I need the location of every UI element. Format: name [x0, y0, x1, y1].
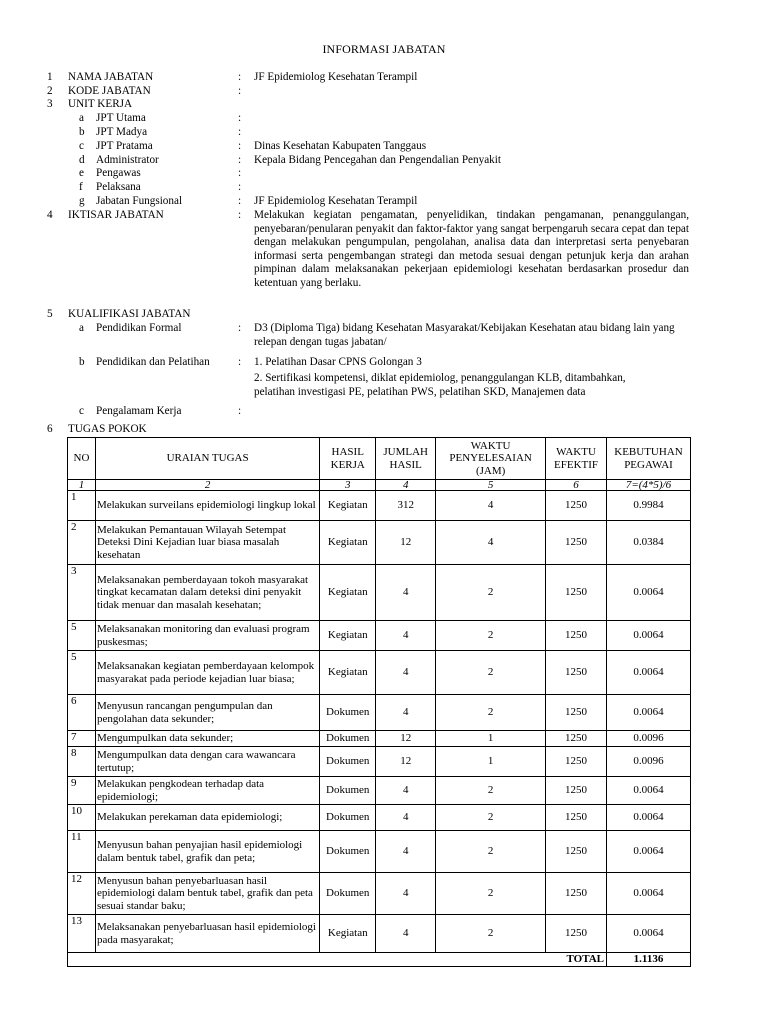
- row-jumlah-hasil: 4: [376, 695, 436, 731]
- row-waktu-penyelesaian: 2: [436, 873, 546, 915]
- row-task: Melakukan perekaman data epidemiologi;: [95, 805, 319, 831]
- table-row: [68, 565, 691, 621]
- row-waktu-penyelesaian: 2: [436, 621, 546, 651]
- table-row: [68, 521, 691, 565]
- colon: :: [238, 85, 242, 97]
- sub-letter: d: [79, 154, 85, 166]
- sub-label: Pelaksana: [96, 181, 141, 193]
- row-kebutuhan-pegawai: 0.0064: [607, 873, 691, 915]
- sub-letter: b: [79, 126, 85, 138]
- pelatihan-item-2: 2. Sertifikasi kompetensi, diklat epidemiolog, penanggulangan KLB, ditambahkan, pelatihan investigasi PE, pelatihan PWS, pelatihan SKD, Manajemen data: [254, 372, 626, 398]
- row-waktu-penyelesaian: 2: [436, 915, 546, 953]
- sub-value: JF Epidemiolog Kesehatan Terampil: [254, 195, 418, 207]
- row-hasil-kerja: Kegiatan: [320, 621, 376, 651]
- row-task: Menyusun bahan penyebarluasan hasil epidemiologi dalam bentuk tabel, grafik dan peta sesuai standar baku;: [95, 873, 319, 915]
- colon: :: [238, 126, 242, 138]
- row-waktu-penyelesaian: 2: [436, 777, 546, 805]
- table-row: [68, 831, 691, 873]
- table-row: [68, 777, 691, 805]
- row-number: 5: [68, 651, 96, 695]
- index-cell: 5: [436, 480, 546, 491]
- row-hasil-kerja: Kegiatan: [320, 915, 376, 953]
- colon: :: [238, 356, 242, 368]
- row-jumlah-hasil: 4: [376, 621, 436, 651]
- row-kebutuhan-pegawai: 0.9984: [607, 491, 691, 521]
- field-label: UNIT KERJA: [68, 98, 133, 110]
- index-cell: 1: [68, 480, 96, 491]
- colon: :: [238, 195, 242, 207]
- field-number: 1: [47, 71, 53, 83]
- row-hasil-kerja: Dokumen: [320, 747, 376, 777]
- row-task: Melakukan pengkodean terhadap data epidemiologi;: [95, 777, 319, 805]
- index-cell: 7=(4*5)/6: [607, 480, 691, 491]
- row-waktu-penyelesaian: 2: [436, 695, 546, 731]
- table-row: [68, 695, 691, 731]
- row-waktu-efektif: 1250: [546, 805, 607, 831]
- table-total-row: [68, 953, 691, 967]
- field-label: KODE JABATAN: [68, 85, 151, 97]
- row-hasil-kerja: Dokumen: [320, 831, 376, 873]
- row-task: Melaksanakan pemberdayaan tokoh masyarakat tingkat kecamatan dalam deteksi dini penyakit tidak menuar dan masalah kesehatan;: [95, 565, 319, 621]
- row-waktu-efektif: 1250: [546, 747, 607, 777]
- row-waktu-efektif: 1250: [546, 651, 607, 695]
- row-hasil-kerja: Kegiatan: [320, 565, 376, 621]
- tugas-pokok-table: [67, 437, 691, 967]
- row-task: Melaksanakan kegiatan pemberdayaan kelompok masyarakat pada periode kejadian luar biasa;: [95, 651, 319, 695]
- pendidikan-formal-value: D3 (Diploma Tiga) bidang Kesehatan Masyarakat/Kebijakan Kesehatan atau bidang lain yang relepan dengan tugas jabatan/: [254, 322, 675, 348]
- sub-label: JPT Madya: [96, 126, 148, 138]
- row-waktu-efektif: 1250: [546, 915, 607, 953]
- row-waktu-penyelesaian: 2: [436, 651, 546, 695]
- sub-letter: b: [79, 356, 85, 368]
- colon: :: [238, 167, 242, 179]
- colon: :: [238, 140, 242, 152]
- field-value: JF Epidemiolog Kesehatan Terampil: [254, 71, 418, 83]
- row-waktu-penyelesaian: 1: [436, 731, 546, 747]
- row-waktu-efektif: 1250: [546, 831, 607, 873]
- table-row: [68, 873, 691, 915]
- index-cell: 4: [376, 480, 436, 491]
- header-waktu-penyelesaian: WAKTU PENYELESAIAN (JAM): [436, 438, 546, 480]
- row-waktu-efektif: 1250: [546, 777, 607, 805]
- row-task: Melakukan Pemantauan Wilayah Setempat Deteksi Dini Kejadian luar biasa masalah kesehatan: [95, 521, 319, 565]
- row-jumlah-hasil: 12: [376, 731, 436, 747]
- row-waktu-penyelesaian: 1: [436, 747, 546, 777]
- colon: :: [238, 112, 242, 124]
- row-hasil-kerja: Kegiatan: [320, 651, 376, 695]
- header-no: NO: [68, 438, 96, 480]
- table-row: [68, 915, 691, 953]
- sub-label: JPT Pratama: [96, 140, 153, 152]
- sub-label: Jabatan Fungsional: [96, 195, 183, 207]
- row-number: 7: [68, 731, 96, 747]
- row-number: 6: [68, 695, 96, 731]
- sub-label: Pengalamam Kerja: [96, 405, 182, 417]
- sub-letter: f: [79, 181, 83, 193]
- row-hasil-kerja: Dokumen: [320, 777, 376, 805]
- row-waktu-efektif: 1250: [546, 873, 607, 915]
- index-cell: 6: [546, 480, 607, 491]
- sub-letter: a: [79, 112, 84, 124]
- row-hasil-kerja: Dokumen: [320, 873, 376, 915]
- row-jumlah-hasil: 12: [376, 521, 436, 565]
- row-kebutuhan-pegawai: 0.0064: [607, 565, 691, 621]
- colon: :: [238, 322, 242, 334]
- header-kebutuhan-pegawai: KEBUTUHAN PEGAWAI: [607, 438, 691, 480]
- index-cell: 3: [320, 480, 376, 491]
- row-number: 9: [68, 777, 96, 805]
- total-value: 1.1136: [607, 953, 691, 967]
- row-hasil-kerja: Dokumen: [320, 805, 376, 831]
- row-number: 1: [68, 491, 96, 521]
- row-number: 13: [68, 915, 96, 953]
- sub-label: Pendidikan dan Pelatihan: [96, 356, 210, 368]
- row-task: Menyusun bahan penyajian hasil epidemiologi dalam bentuk tabel, grafik dan peta;: [95, 831, 319, 873]
- row-waktu-penyelesaian: 2: [436, 805, 546, 831]
- header-uraian-tugas: URAIAN TUGAS: [95, 438, 319, 480]
- table-row: [68, 651, 691, 695]
- row-waktu-efektif: 1250: [546, 621, 607, 651]
- row-waktu-efektif: 1250: [546, 491, 607, 521]
- table-row: [68, 491, 691, 521]
- header-waktu-efektif: WAKTU EFEKTIF: [546, 438, 607, 480]
- sub-label: Administrator: [96, 154, 159, 166]
- row-hasil-kerja: Kegiatan: [320, 491, 376, 521]
- index-cell: 2: [95, 480, 319, 491]
- sub-letter: c: [79, 405, 84, 417]
- field-label: NAMA JABATAN: [68, 71, 154, 83]
- row-waktu-penyelesaian: 2: [436, 565, 546, 621]
- sub-letter: g: [79, 195, 85, 207]
- row-jumlah-hasil: 4: [376, 915, 436, 953]
- table-row: [68, 805, 691, 831]
- row-kebutuhan-pegawai: 0.0064: [607, 621, 691, 651]
- row-waktu-efektif: 1250: [546, 565, 607, 621]
- row-jumlah-hasil: 4: [376, 805, 436, 831]
- row-jumlah-hasil: 4: [376, 565, 436, 621]
- row-jumlah-hasil: 4: [376, 651, 436, 695]
- row-jumlah-hasil: 4: [376, 873, 436, 915]
- row-waktu-efektif: 1250: [546, 695, 607, 731]
- row-kebutuhan-pegawai: 0.0064: [607, 651, 691, 695]
- colon: :: [238, 405, 242, 417]
- iktisar-paragraph: Melakukan kegiatan pengamatan, penyelidikan, tindakan pengamanan, penanggulangan, penyebaran/penularan penyakit dan faktor-faktor yang sangat berpengaruh secara cepat dan tepat dengan melakukan pengumpulan, pengolahan, analisa data dan interpretasi serta penyebaran informasi serta pengembangan strategi dan metoda sesuai dengan petunjuk kerja dan arahan pimpinan dalam melaksanakan pekerjaan epidemiologi kesehatan berdasarkan prosedur dan ketentuan yang berlaku.: [254, 209, 689, 289]
- table-row: [68, 747, 691, 777]
- row-hasil-kerja: Dokumen: [320, 695, 376, 731]
- row-number: 12: [68, 873, 96, 915]
- row-jumlah-hasil: 312: [376, 491, 436, 521]
- sub-label: Pengawas: [96, 167, 141, 179]
- colon: :: [238, 209, 242, 221]
- row-hasil-kerja: Dokumen: [320, 731, 376, 747]
- sub-letter: a: [79, 322, 84, 334]
- row-hasil-kerja: Kegiatan: [320, 521, 376, 565]
- row-waktu-penyelesaian: 2: [436, 831, 546, 873]
- colon: :: [238, 181, 242, 193]
- pelatihan-item-1: 1. Pelatihan Dasar CPNS Golongan 3: [254, 356, 422, 368]
- field-number: 2: [47, 85, 53, 97]
- sub-label: Pendidikan Formal: [96, 322, 182, 334]
- row-number: 5: [68, 621, 96, 651]
- sub-label: JPT Utama: [96, 112, 146, 124]
- field-number: 6: [47, 423, 53, 435]
- row-jumlah-hasil: 4: [376, 777, 436, 805]
- field-number: 5: [47, 308, 53, 320]
- table-row: [68, 731, 691, 747]
- row-number: 10: [68, 805, 96, 831]
- document-title: INFORMASI JABATAN: [322, 42, 446, 56]
- row-jumlah-hasil: 4: [376, 831, 436, 873]
- colon: :: [238, 71, 242, 83]
- row-waktu-penyelesaian: 4: [436, 521, 546, 565]
- total-label: TOTAL: [68, 953, 607, 967]
- field-number: 3: [47, 98, 53, 110]
- row-kebutuhan-pegawai: 0.0064: [607, 777, 691, 805]
- row-kebutuhan-pegawai: 0.0096: [607, 747, 691, 777]
- row-task: Melakukan surveilans epidemiologi lingkup lokal: [95, 491, 319, 521]
- field-label: IKTISAR JABATAN: [68, 209, 164, 221]
- row-kebutuhan-pegawai: 0.0064: [607, 915, 691, 953]
- table-header-row: [68, 438, 691, 480]
- row-task: Mengumpulkan data sekunder;: [95, 731, 319, 747]
- row-kebutuhan-pegawai: 0.0064: [607, 805, 691, 831]
- row-task: Melaksanakan penyebarluasan hasil epidemiologi pada masyarakat;: [95, 915, 319, 953]
- row-waktu-efektif: 1250: [546, 521, 607, 565]
- row-kebutuhan-pegawai: 0.0096: [607, 731, 691, 747]
- header-jumlah-hasil: JUMLAH HASIL: [376, 438, 436, 480]
- sub-value: Kepala Bidang Pencegahan dan Pengendalian Penyakit: [254, 154, 501, 166]
- table-index-row: [68, 480, 691, 491]
- row-kebutuhan-pegawai: 0.0384: [607, 521, 691, 565]
- row-number: 11: [68, 831, 96, 873]
- sub-letter: c: [79, 140, 84, 152]
- row-jumlah-hasil: 12: [376, 747, 436, 777]
- row-task: Menyusun rancangan pengumpulan dan pengolahan data sekunder;: [95, 695, 319, 731]
- field-label: TUGAS POKOK: [68, 423, 147, 435]
- table-row: [68, 621, 691, 651]
- row-waktu-efektif: 1250: [546, 731, 607, 747]
- colon: :: [238, 154, 242, 166]
- sub-value: Dinas Kesehatan Kabupaten Tanggaus: [254, 140, 427, 152]
- row-number: 3: [68, 565, 96, 621]
- row-number: 8: [68, 747, 96, 777]
- row-number: 2: [68, 521, 96, 565]
- row-waktu-penyelesaian: 4: [436, 491, 546, 521]
- header-hasil-kerja: HASIL KERJA: [320, 438, 376, 480]
- field-label: KUALIFIKASI JABATAN: [68, 308, 191, 320]
- row-task: Mengumpulkan data dengan cara wawancara tertutup;: [95, 747, 319, 777]
- field-number: 4: [47, 209, 53, 221]
- sub-letter: e: [79, 167, 84, 179]
- row-task: Melaksanakan monitoring dan evaluasi program puskesmas;: [95, 621, 319, 651]
- row-kebutuhan-pegawai: 0.0064: [607, 831, 691, 873]
- row-kebutuhan-pegawai: 0.0064: [607, 695, 691, 731]
